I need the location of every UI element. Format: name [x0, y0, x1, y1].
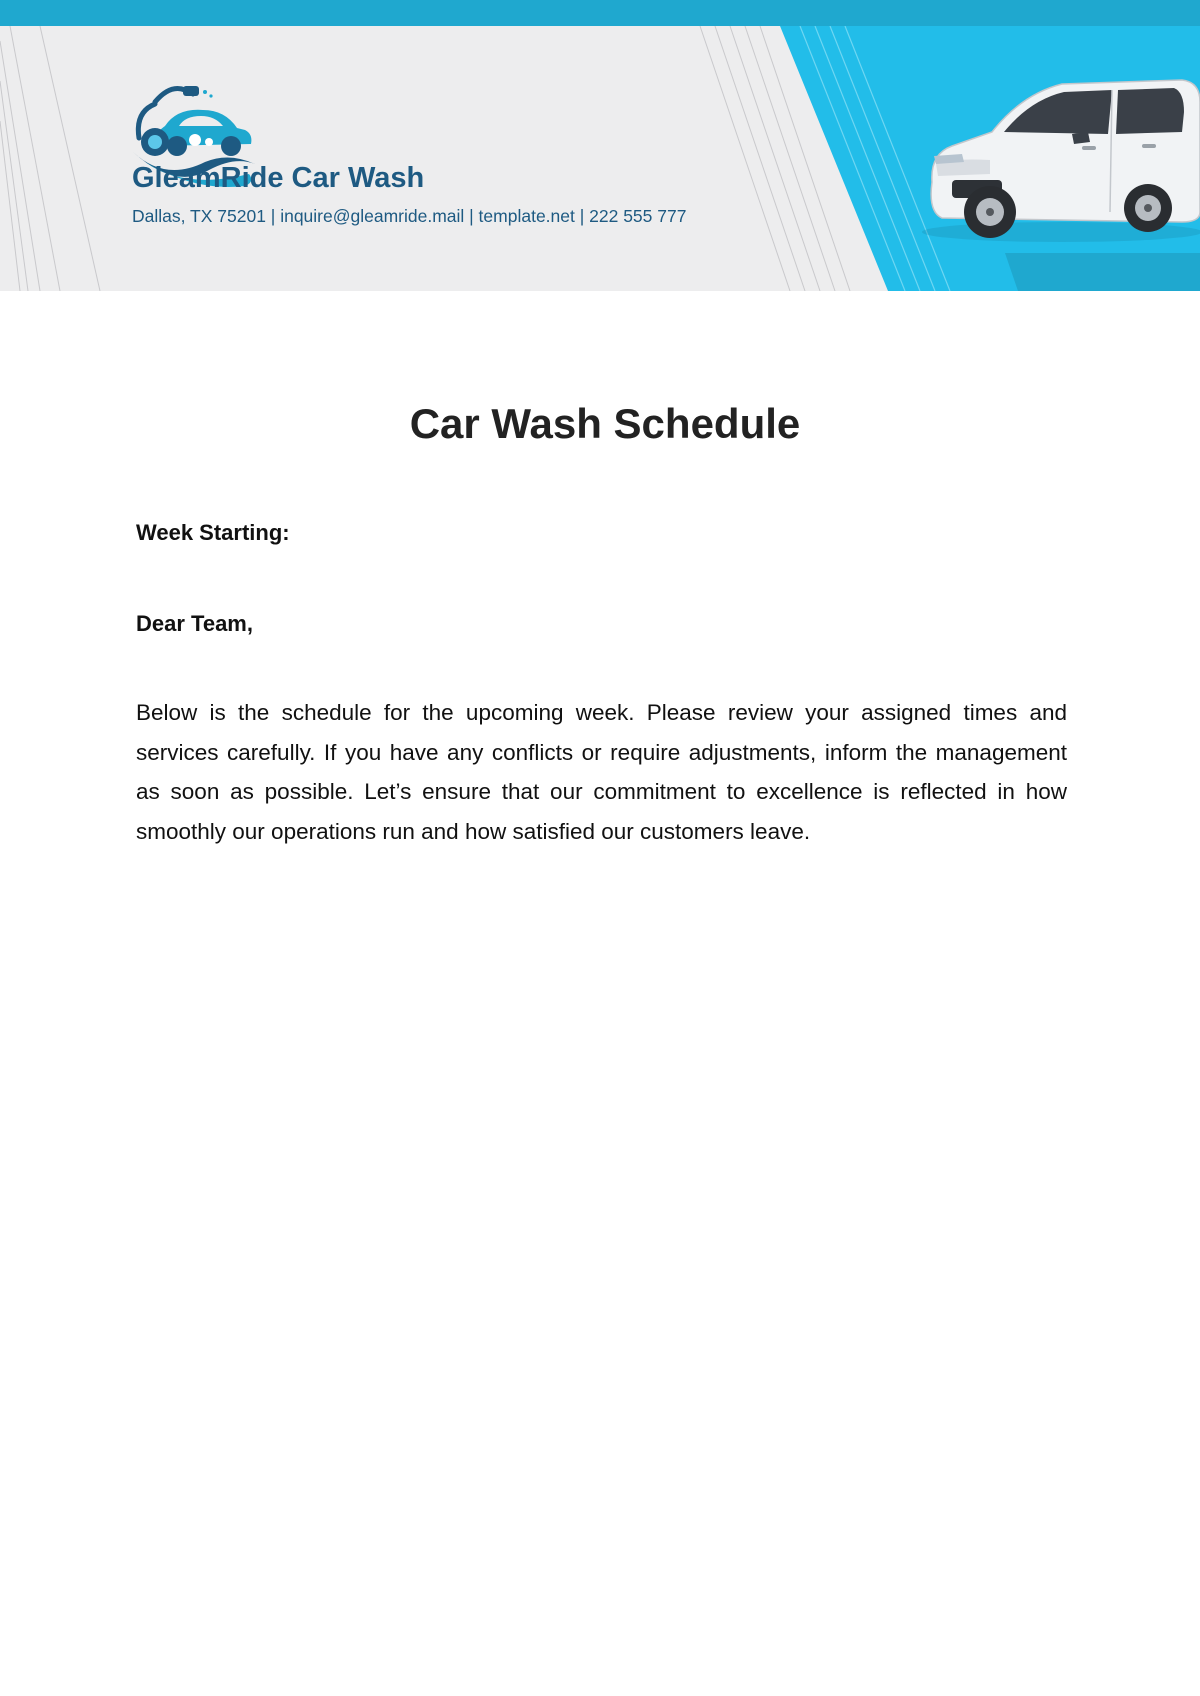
letterhead-header	[0, 26, 1200, 291]
body-paragraph: Below is the schedule for the upcoming week. Please review your assigned times and services carefully. If you have any conflicts or require adjustments, inform the management as soon as possible. Let’s ensure that our commitment to excellence is reflected in how smoothly our operations run and how satisfied our customers leave.	[136, 700, 1067, 844]
greeting: Dear Team,	[136, 611, 253, 636]
contact-info: Dallas, TX 75201 | inquire@gleamride.mail | template.net | 222 555 777	[132, 206, 687, 226]
document-title: Car Wash Schedule	[409, 400, 801, 447]
week-starting-label: Week Starting:	[136, 520, 290, 545]
company-name: GleamRide Car Wash	[132, 162, 425, 194]
top-accent-strip	[0, 0, 1200, 26]
white-minivan-image	[912, 62, 1200, 252]
